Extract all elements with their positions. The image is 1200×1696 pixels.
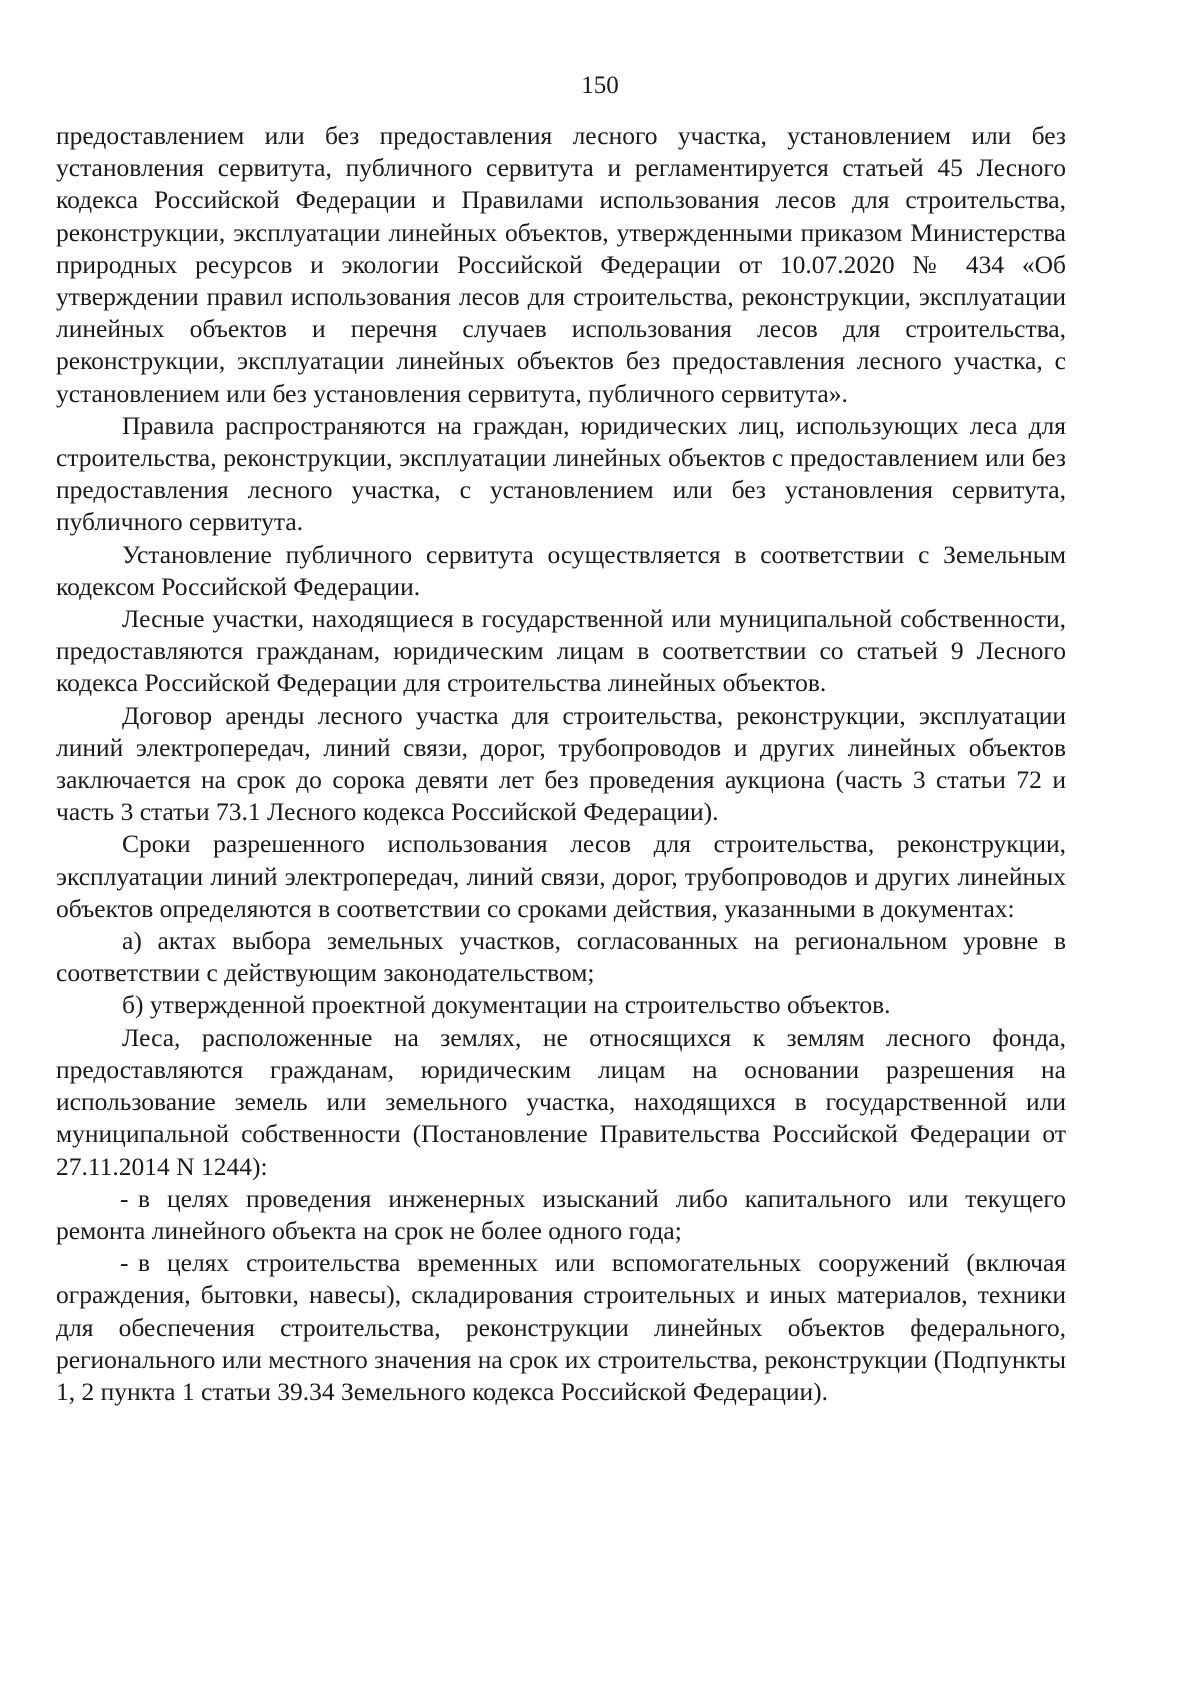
paragraph: Леса, расположенные на землях, не относящихся к землям лесного фонда, предоставляются гражданам, юридическим лицам на основании разрешения на использование земель или земельного участка, находящихся в государственной или муниципальной собственности (Постановление Правительства Российской Федерации от 27.11.2014 N 1244): (56, 1022, 1066, 1181)
list-item: б) утвержденной проектной документации на строительство объектов. (122, 990, 891, 1020)
paragraph: Лесные участки, находящиеся в государственной или муниципальной собственности, предоставляются гражданам, юридическим лицам в соответствии со статьей 9 Лесного кодекса Российской Федерации для строительства линейных объектов. (56, 604, 1066, 698)
list-item: а) актах выбора земельных участков, согласованных на региональном уровне в соответствии с действующим законодательством; (56, 926, 1066, 988)
dash-list-text: в целях проведения инженерных изысканий либо капитального или текущего ремонта линейного объекта на срок не более одного года; (56, 1183, 1066, 1245)
page-number: 150 (581, 72, 619, 99)
paragraph: Правила распространяются на граждан, юридических лиц, использующих леса для строительства, реконструкции, эксплуатации линейных объектов с предоставлением или без предоставления лесного участка, с установлением или без установления сервитута, публичного сервитута. (56, 410, 1066, 537)
paragraph: Сроки разрешенного использования лесов для строительства, реконструкции, эксплуатации линий электропередач, линий связи, дорог, трубопроводов и других линейных объектов определяются в соответствии со сроками действия, указанными в документах: (56, 829, 1066, 923)
paragraph: предоставлением или без предоставления лесного участка, установлением или без установления сервитута, публичного сервитута и регламентируется статьей 45 Лесного кодекса Российской Федерации и Правилами использования лесов для строительства, реконструкции, эксплуатации линейных объектов, утвержденными приказом Министерства природных ресурсов и экологии Российской Федерации от 10.07.2020 № 434 «Об утверждении правил использования лесов для строительства, реконструкции, эксплуатации линейных объектов и перечня случаев использования лесов для строительства, реконструкции, эксплуатации линейных объектов без предоставления лесного участка, с установлением или без установления сервитута, публичного сервитута». (56, 121, 1066, 408)
dash-list-text: в целях строительства временных или вспомогательных сооружений (включая ограждения, бытовки, навесы), складирования строительных и иных материалов, техники для обеспечения строительства, реконструкции линейных объектов федерального, регионального или местного значения на срок их строительства, реконструкции (Подпункты 1, 2 пункта 1 статьи 39.34 Земельного кодекса Российской Федерации). (56, 1248, 1066, 1406)
dash-list-item (56, 1247, 1066, 1408)
dash-marker: - (120, 1248, 129, 1278)
dash-marker: - (120, 1183, 129, 1213)
paragraph: Договор аренды лесного участка для строительства, реконструкции, эксплуатации линий электропередач, линий связи, дорог, трубопроводов и других линейных объектов заключается на срок до сорока девяти лет без проведения аукциона (часть 3 статьи 72 и часть 3 статьи 73.1 Лесного кодекса Российской Федерации). (56, 700, 1066, 827)
paragraph: Установление публичного сервитута осуществляется в соответствии с Земельным кодексом Российской Федерации. (56, 539, 1066, 601)
document-body (56, 120, 1066, 1408)
dash-list-item (56, 1183, 1066, 1247)
